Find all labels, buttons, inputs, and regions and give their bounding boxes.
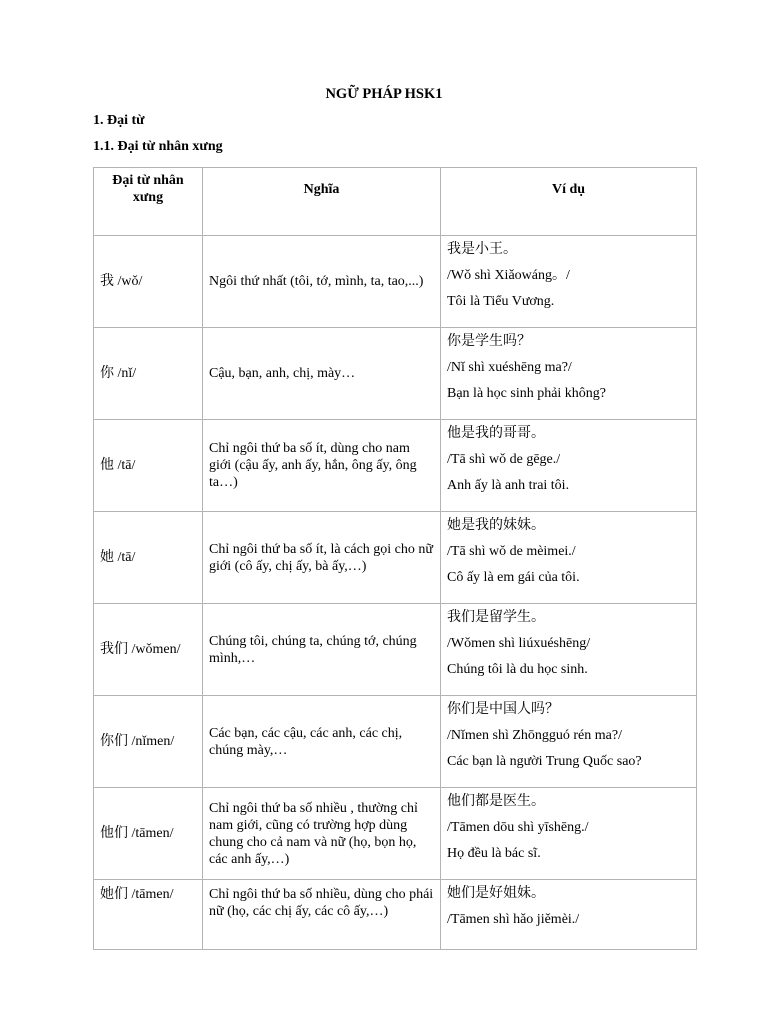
example-pinyin: /Nǐ shì xuéshēng ma?/ — [447, 360, 572, 375]
meaning-cell: Chỉ ngôi thứ ba số ít, là cách gọi cho nữ giới (cô ấy, chị ấy, bà ấy,…) — [203, 512, 441, 604]
table-row — [94, 604, 697, 696]
example-translation: Họ đều là bác sĩ. — [447, 846, 541, 861]
pronoun-table — [93, 167, 697, 950]
pronoun-cell: 她 /tā/ — [94, 512, 203, 604]
example-hanzi: 你是学生吗？ — [447, 334, 531, 349]
pronoun-cell: 他 /tā/ — [94, 420, 203, 512]
table-row — [94, 236, 697, 328]
meaning-cell: Chỉ ngôi thứ ba số nhiều, dùng cho phái nữ (họ, các chị ấy, các cô ấy,…) — [203, 880, 441, 950]
example-translation: Tôi là Tiểu Vương. — [447, 294, 555, 309]
example-hanzi: 她们是好姐妹。 — [447, 886, 545, 901]
meaning-cell: Chỉ ngôi thứ ba số ít, dùng cho nam giới (cậu ấy, anh ấy, hắn, ông ấy, ông ta…) — [203, 420, 441, 512]
column-header-pronoun: Đại từ nhân xưng — [94, 168, 203, 236]
example-hanzi: 她是我的妹妹。 — [447, 518, 545, 533]
section-heading: 1. Đại từ — [93, 113, 145, 128]
column-header-example: Ví dụ — [441, 168, 697, 236]
example-pinyin: /Nǐmen shì Zhōngguó rén ma?/ — [447, 728, 622, 743]
meaning-cell: Chúng tôi, chúng ta, chúng tớ, chúng mình,… — [203, 604, 441, 696]
example-translation: Chúng tôi là du học sinh. — [447, 662, 588, 677]
column-header-meaning: Nghĩa — [203, 168, 441, 236]
pronoun-cell: 你 /nǐ/ — [94, 328, 203, 420]
example-cell — [441, 696, 697, 788]
example-cell — [441, 420, 697, 512]
table-row — [94, 328, 697, 420]
example-translation: Các bạn là người Trung Quốc sao? — [447, 754, 642, 769]
example-pinyin: /Tā shì wǒ de gēge./ — [447, 452, 561, 467]
table-row — [94, 696, 697, 788]
example-pinyin: /Tāmen shì hǎo jiěmèi./ — [447, 912, 580, 927]
example-cell — [441, 788, 697, 880]
example-translation: Bạn là học sinh phải không? — [447, 386, 607, 401]
example-hanzi: 我是小王。 — [447, 242, 517, 257]
example-hanzi: 他们都是医生。 — [447, 794, 545, 809]
example-cell — [441, 328, 697, 420]
meaning-cell: Ngôi thứ nhất (tôi, tớ, mình, ta, tao,...) — [203, 236, 441, 328]
table-row — [94, 788, 697, 880]
pronoun-cell: 她们 /tāmen/ — [94, 880, 203, 950]
meaning-cell: Các bạn, các cậu, các anh, các chị, chúng mày,… — [203, 696, 441, 788]
example-translation: Cô ấy là em gái của tôi. — [447, 570, 580, 585]
pronoun-cell: 他们 /tāmen/ — [94, 788, 203, 880]
document-title: NGỮ PHÁP HSK1 — [325, 86, 443, 102]
table-row — [94, 880, 697, 950]
example-translation: Anh ấy là anh trai tôi. — [447, 478, 570, 493]
table-row — [94, 512, 697, 604]
pronoun-cell: 我们 /wǒmen/ — [94, 604, 203, 696]
example-cell — [441, 236, 697, 328]
subsection-heading: 1.1. Đại từ nhân xưng — [93, 139, 223, 154]
table-header-row — [94, 168, 697, 236]
example-cell — [441, 880, 697, 950]
example-hanzi: 你们是中国人吗？ — [447, 702, 559, 717]
table-row — [94, 420, 697, 512]
example-pinyin: /Wǒmen shì liúxuéshēng/ — [447, 636, 591, 651]
pronoun-cell: 我 /wǒ/ — [94, 236, 203, 328]
example-cell — [441, 604, 697, 696]
example-hanzi: 他是我的哥哥。 — [447, 426, 545, 441]
meaning-cell: Cậu, bạn, anh, chị, mày… — [203, 328, 441, 420]
example-pinyin: /Wǒ shì Xiǎowáng。/ — [447, 268, 570, 283]
example-pinyin: /Tā shì wǒ de mèimei./ — [447, 544, 576, 559]
example-hanzi: 我们是留学生。 — [447, 610, 545, 625]
meaning-cell: Chỉ ngôi thứ ba số nhiều , thường chỉ nam giới, cũng có trường hợp dùng chung cho cả nam và nữ (họ, bọn họ, các anh ấy,…) — [203, 788, 441, 880]
example-pinyin: /Tāmen dōu shì yīshēng./ — [447, 820, 589, 835]
pronoun-cell: 你们 /nǐmen/ — [94, 696, 203, 788]
example-cell — [441, 512, 697, 604]
